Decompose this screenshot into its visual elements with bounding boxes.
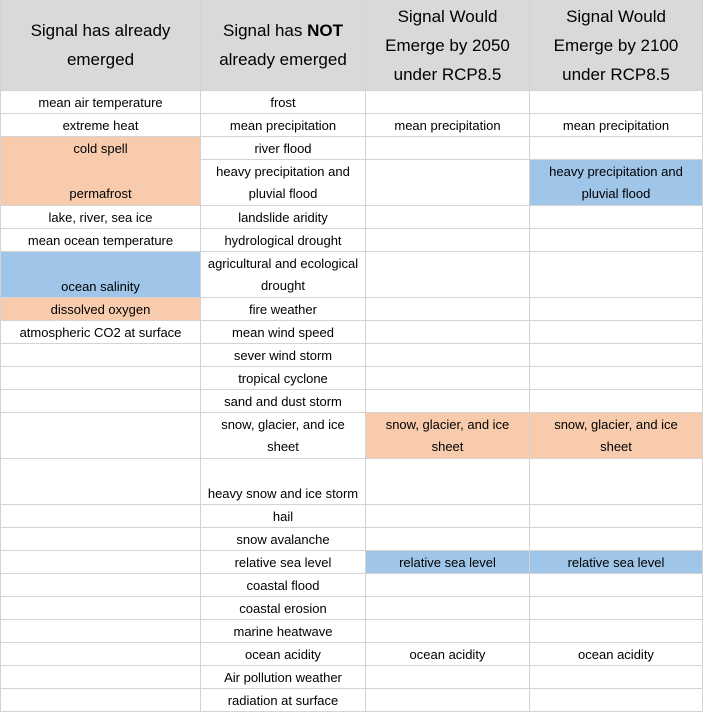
cell[interactable]: [530, 252, 703, 298]
cell[interactable]: mean air temperature: [0, 91, 201, 114]
cell[interactable]: [530, 229, 703, 252]
cell[interactable]: [0, 551, 201, 574]
cell[interactable]: frost: [201, 91, 366, 114]
cell[interactable]: [366, 252, 530, 298]
cell[interactable]: hydrological drought: [201, 229, 366, 252]
cell[interactable]: [366, 137, 530, 160]
cell[interactable]: lake, river, sea ice: [0, 206, 201, 229]
cell[interactable]: coastal erosion: [201, 597, 366, 620]
table-row: [0, 597, 703, 620]
table-row: [0, 505, 703, 528]
cell[interactable]: [0, 344, 201, 367]
table-row: [0, 620, 703, 643]
cell[interactable]: dissolved oxygen: [0, 298, 201, 321]
cell[interactable]: [0, 413, 201, 459]
cell[interactable]: [530, 367, 703, 390]
table-row: [0, 413, 703, 459]
cell[interactable]: [0, 620, 201, 643]
table-row: [0, 114, 703, 137]
cell[interactable]: snow, glacier, and ice sheet: [201, 413, 366, 459]
table-row: [0, 459, 703, 505]
cell[interactable]: fire weather: [201, 298, 366, 321]
table-row: [0, 344, 703, 367]
header-row: [0, 0, 703, 91]
cell[interactable]: [366, 298, 530, 321]
cell[interactable]: relative sea level: [366, 551, 530, 574]
table-row: [0, 551, 703, 574]
table-row: [0, 206, 703, 229]
cell[interactable]: mean precipitation: [201, 114, 366, 137]
cell[interactable]: agricultural and ecological drought: [201, 252, 366, 298]
cell[interactable]: [366, 229, 530, 252]
cell[interactable]: [366, 367, 530, 390]
cell[interactable]: [0, 459, 201, 505]
cell[interactable]: [530, 574, 703, 597]
cell[interactable]: [530, 298, 703, 321]
header-already-emerged[interactable]: Signal has already emerged: [0, 0, 201, 91]
cell[interactable]: extreme heat: [0, 114, 201, 137]
cell[interactable]: snow, glacier, and ice sheet: [530, 413, 703, 459]
cell[interactable]: marine heatwave: [201, 620, 366, 643]
cell[interactable]: [0, 666, 201, 689]
cell[interactable]: [530, 597, 703, 620]
table-row: [0, 252, 703, 298]
cell[interactable]: [366, 528, 530, 551]
cell[interactable]: [366, 344, 530, 367]
table-row: [0, 91, 703, 114]
cell[interactable]: [0, 528, 201, 551]
cell[interactable]: [366, 620, 530, 643]
table-row: [0, 666, 703, 689]
cell[interactable]: Air pollution weather: [201, 666, 366, 689]
cell[interactable]: [366, 505, 530, 528]
header-not-emerged[interactable]: Signal has NOT already emerged: [201, 0, 366, 91]
cell[interactable]: [530, 505, 703, 528]
table-row: [0, 321, 703, 344]
cell[interactable]: ocean acidity: [201, 643, 366, 666]
cell[interactable]: atmospheric CO2 at surface: [0, 321, 201, 344]
cell[interactable]: [366, 459, 530, 505]
cell[interactable]: [530, 137, 703, 160]
cell[interactable]: [0, 367, 201, 390]
cell[interactable]: tropical cyclone: [201, 367, 366, 390]
cell[interactable]: [530, 666, 703, 689]
cell[interactable]: ocean acidity: [530, 643, 703, 666]
cell[interactable]: [366, 390, 530, 413]
cell[interactable]: relative sea level: [530, 551, 703, 574]
cell[interactable]: heavy precipitation and pluvial flood: [530, 160, 703, 206]
cell[interactable]: [366, 321, 530, 344]
cell[interactable]: snow, glacier, and ice sheet: [366, 413, 530, 459]
table-row: [0, 367, 703, 390]
cell[interactable]: [366, 597, 530, 620]
cell[interactable]: heavy precipitation and pluvial flood: [201, 160, 366, 206]
cell[interactable]: sand and dust storm: [201, 390, 366, 413]
cell[interactable]: [0, 574, 201, 597]
col3-stack: [366, 137, 530, 206]
cell[interactable]: relative sea level: [201, 551, 366, 574]
cell[interactable]: snow avalanche: [201, 528, 366, 551]
cell[interactable]: mean precipitation: [366, 114, 530, 137]
cell[interactable]: [366, 91, 530, 114]
cell[interactable]: mean wind speed: [201, 321, 366, 344]
cell[interactable]: sever wind storm: [201, 344, 366, 367]
cell[interactable]: [0, 390, 201, 413]
header-emerge-2050[interactable]: Signal Would Emerge by 2050 under RCP8.5: [366, 0, 530, 91]
cell[interactable]: [530, 390, 703, 413]
table-row: [0, 390, 703, 413]
cell[interactable]: [366, 666, 530, 689]
cell[interactable]: [366, 689, 530, 712]
cell[interactable]: [530, 206, 703, 229]
cell[interactable]: ocean salinity: [0, 252, 201, 298]
table-row: [0, 528, 703, 551]
cell[interactable]: [530, 528, 703, 551]
table-row: [0, 689, 703, 712]
col4-stack: [530, 137, 703, 206]
table-row: [0, 643, 703, 666]
table-row: [0, 137, 703, 206]
cell[interactable]: [530, 620, 703, 643]
cell[interactable]: hail: [201, 505, 366, 528]
cell[interactable]: radiation at surface: [201, 689, 366, 712]
cell-cold-spell-permafrost[interactable]: cold spell permafrost: [0, 137, 201, 206]
cell[interactable]: [530, 689, 703, 712]
table-row: [0, 229, 703, 252]
cell[interactable]: [366, 574, 530, 597]
cell[interactable]: coastal flood: [201, 574, 366, 597]
cell[interactable]: mean ocean temperature: [0, 229, 201, 252]
cell[interactable]: heavy snow and ice storm: [201, 459, 366, 505]
table-row: [0, 298, 703, 321]
cell[interactable]: [530, 459, 703, 505]
header-emerge-2100[interactable]: Signal Would Emerge by 2100 under RCP8.5: [530, 0, 703, 91]
cell[interactable]: [0, 643, 201, 666]
cell[interactable]: [366, 160, 530, 206]
cell[interactable]: [530, 321, 703, 344]
cell[interactable]: [0, 505, 201, 528]
cell[interactable]: [366, 206, 530, 229]
cell[interactable]: [530, 91, 703, 114]
cell[interactable]: [0, 597, 201, 620]
cell[interactable]: mean precipitation: [530, 114, 703, 137]
cell[interactable]: ocean acidity: [366, 643, 530, 666]
cell[interactable]: river flood: [201, 137, 366, 160]
cell[interactable]: [0, 689, 201, 712]
cell[interactable]: landslide aridity: [201, 206, 366, 229]
cell[interactable]: [530, 344, 703, 367]
table-row: [0, 574, 703, 597]
col2-stack: [201, 137, 366, 206]
